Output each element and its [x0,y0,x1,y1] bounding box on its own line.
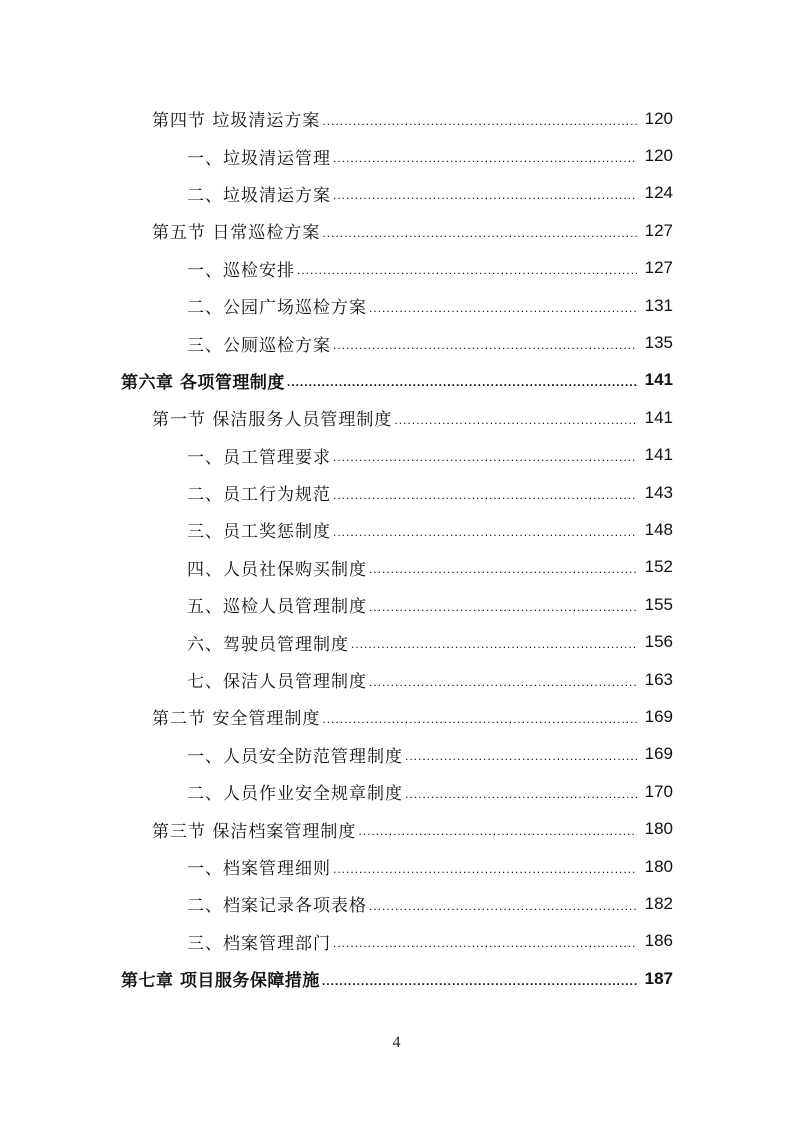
toc-dot-leader [333,488,637,502]
toc-entry-page-number: 120 [644,108,673,128]
table-of-contents [0,100,793,997]
toc-entry-item[interactable] [0,324,793,361]
toc-entry-label: 第五节 日常巡检方案 [152,223,321,244]
toc-entry-chapter[interactable] [0,960,793,997]
toc-dot-leader [297,263,637,277]
toc-entry-label: 七、保洁人员管理制度 [187,672,367,693]
toc-entry-page-number: 152 [644,557,673,577]
toc-entry-label: 第六章 各项管理制度 [121,372,285,393]
toc-dot-leader [369,600,637,614]
toc-entry-label: 二、档案记录各项表格 [187,896,367,917]
toc-entry-label: 三、公厕巡检方案 [187,335,331,356]
toc-entry-section[interactable] [0,399,793,436]
toc-entry-page-number: 155 [644,594,673,614]
toc-dot-leader [405,787,637,801]
toc-entry-item[interactable] [0,623,793,660]
toc-entry-label: 第一节 保洁服务人员管理制度 [152,410,393,431]
toc-entry-label: 六、驾驶员管理制度 [187,634,349,655]
toc-entry-label: 二、员工行为规范 [187,485,331,506]
toc-entry-item[interactable] [0,474,793,511]
toc-dot-leader [333,862,637,876]
toc-entry-label: 三、档案管理部门 [187,933,331,954]
toc-entry-page-number: 182 [644,893,673,913]
toc-entry-label: 三、员工奖惩制度 [187,522,331,543]
toc-entry-page-number: 156 [644,632,673,652]
toc-entry-item[interactable] [0,549,793,586]
toc-dot-leader [369,562,637,576]
toc-entry-page-number: 187 [644,968,673,988]
toc-entry-page-number: 169 [644,706,673,726]
toc-entry-item[interactable] [0,736,793,773]
toc-entry-page-number: 148 [644,519,673,539]
toc-entry-label: 第二节 安全管理制度 [152,709,321,730]
toc-entry-page-number: 141 [644,370,673,390]
toc-entry-page-number: 120 [644,146,673,166]
toc-entry-page-number: 180 [644,856,673,876]
toc-entry-page-number: 169 [644,744,673,764]
toc-entry-label: 二、人员作业安全规章制度 [187,784,403,805]
toc-dot-leader [333,151,637,165]
toc-dot-leader [369,675,637,689]
toc-dot-leader [322,114,637,128]
toc-entry-label: 二、垃圾清运方案 [187,185,331,206]
toc-dot-leader [322,712,637,726]
toc-entry-label: 二、公园广场巡检方案 [187,298,367,319]
toc-entry-page-number: 180 [644,819,673,839]
toc-dot-leader [322,974,637,988]
toc-entry-item[interactable] [0,250,793,287]
toc-entry-label: 第三节 保洁档案管理制度 [152,821,357,842]
toc-entry-label: 五、巡检人员管理制度 [187,597,367,618]
toc-entry-label: 第四节 垃圾清运方案 [152,111,321,132]
toc-entry-item[interactable] [0,137,793,174]
toc-entry-section[interactable] [0,100,793,137]
toc-dot-leader [405,749,637,763]
toc-dot-leader [333,450,637,464]
toc-entry-item[interactable] [0,175,793,212]
toc-entry-chapter[interactable] [0,362,793,399]
toc-dot-leader [322,226,637,240]
toc-entry-page-number: 124 [644,183,673,203]
toc-dot-leader [333,338,637,352]
toc-dot-leader [333,525,637,539]
toc-entry-section[interactable] [0,212,793,249]
toc-entry-item[interactable] [0,848,793,885]
toc-entry-item[interactable] [0,287,793,324]
toc-entry-label: 一、人员安全防范管理制度 [187,746,403,767]
toc-entry-label: 一、员工管理要求 [187,447,331,468]
toc-entry-item[interactable] [0,437,793,474]
toc-entry-label: 一、档案管理细则 [187,859,331,879]
toc-dot-leader [351,637,637,651]
toc-entry-item[interactable] [0,586,793,623]
toc-dot-leader [369,899,637,913]
toc-entry-label: 四、人员社保购买制度 [187,559,367,580]
toc-entry-item[interactable] [0,885,793,922]
toc-dot-leader [333,188,637,202]
toc-entry-page-number: 170 [644,781,673,801]
toc-dot-leader [287,375,637,389]
toc-entry-item[interactable] [0,511,793,548]
toc-entry-page-number: 186 [644,931,673,951]
toc-entry-label: 一、垃圾清运管理 [187,148,331,169]
toc-entry-page-number: 131 [644,295,673,315]
toc-entry-page-number: 143 [644,482,673,502]
toc-entry-item[interactable] [0,923,793,960]
toc-entry-page-number: 163 [644,669,673,689]
toc-entry-page-number: 127 [644,258,673,278]
toc-entry-label: 第七章 项目服务保障措施 [121,971,320,992]
toc-entry-item[interactable] [0,661,793,698]
toc-entry-label: 一、巡检安排 [187,260,295,281]
toc-dot-leader [358,824,637,838]
toc-entry-page-number: 135 [644,333,673,353]
toc-dot-leader [333,936,637,950]
toc-entry-section[interactable] [0,810,793,847]
toc-dot-leader [369,301,637,315]
toc-entry-page-number: 127 [644,220,673,240]
toc-entry-page-number: 141 [644,407,673,427]
toc-dot-leader [394,413,637,427]
page-number: 4 [392,1034,401,1051]
toc-entry-item[interactable] [0,773,793,810]
toc-entry-section[interactable] [0,698,793,735]
toc-entry-page-number: 141 [644,445,673,465]
